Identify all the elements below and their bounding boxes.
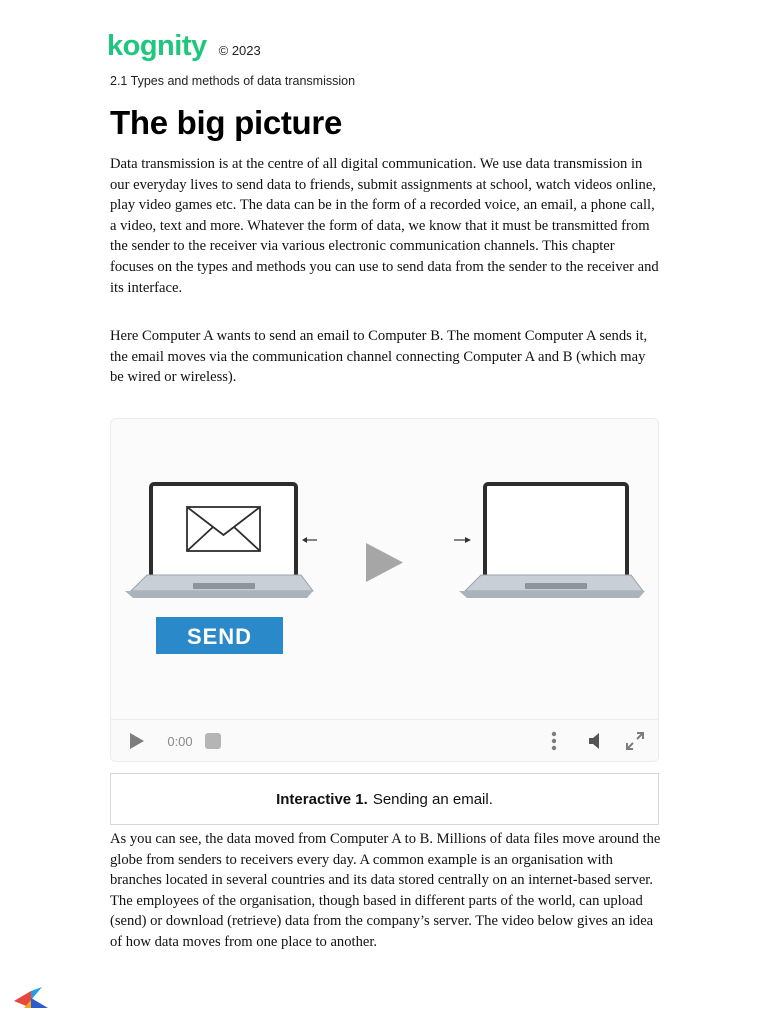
video-frame[interactable] xyxy=(111,419,659,719)
envelope-icon xyxy=(187,507,260,551)
header xyxy=(107,30,261,62)
fullscreen-icon[interactable] xyxy=(625,731,645,751)
send-button-graphic xyxy=(156,617,283,654)
play-icon[interactable] xyxy=(126,731,146,751)
laptop-b-icon xyxy=(459,484,645,598)
page-title: The big picture xyxy=(110,104,343,141)
stop-icon[interactable] xyxy=(204,732,222,750)
more-options-button[interactable] xyxy=(545,720,563,762)
video-controls xyxy=(111,719,659,762)
volume-icon[interactable] xyxy=(587,732,605,750)
intro-paragraph: Data transmission is at the centre of all digital communication. We use data transmission in our everyday lives to send data to friends, submit assignments at school, watch videos online, play video games etc. The data can be in the form of a recorded voice, an email, a phone call, a video, text and more. Whatever the form of data, we know that it must be transmitted from the sender to the receiver via various electronic communication channels. This chapter focuses on the types and methods you can use to send data from the sender to the receiver and its interface. xyxy=(110,156,659,296)
stop-button[interactable] xyxy=(202,720,224,762)
section-breadcrumb: 2.1 Types and methods of data transmission xyxy=(110,74,356,88)
play-icon[interactable] xyxy=(366,543,403,582)
arrow-left-icon xyxy=(302,537,317,543)
fullscreen-button[interactable] xyxy=(622,720,648,762)
send-label: SEND xyxy=(186,624,253,649)
kognity-corner-logo-icon xyxy=(14,986,50,1010)
example-paragraph: Here Computer A wants to send an email to Computer B. The moment Computer A sends it, the email moves via the communication channel connecting Computer A and B (which may be wired or wireless). xyxy=(110,328,648,386)
kognity-logo: kognity xyxy=(107,30,207,62)
volume-button[interactable] xyxy=(585,720,607,762)
video-player[interactable] xyxy=(110,418,659,762)
arrow-right-icon xyxy=(454,537,471,543)
caption-label: Interactive 1. xyxy=(276,790,368,808)
more-options-icon[interactable] xyxy=(550,731,558,751)
current-time: 0:00 xyxy=(167,733,193,749)
caption-text: Sending an email. xyxy=(372,790,493,808)
after-paragraph: As you can see, the data moved from Computer A to B. Millions of data files move around the globe from senders to receivers every day. A common example is an organisation with branches located in several countries and its data stored centrally on an internet-based server. The employees of the organisation, though based in different parts of the world, can upload (send) or download (retrieve) data from the company’s server. The video below gives an idea of how data moves from one place to another. xyxy=(110,831,661,950)
control-play-button[interactable] xyxy=(123,720,149,762)
interactive-caption xyxy=(110,773,659,825)
copyright: © 2023 xyxy=(218,43,261,58)
